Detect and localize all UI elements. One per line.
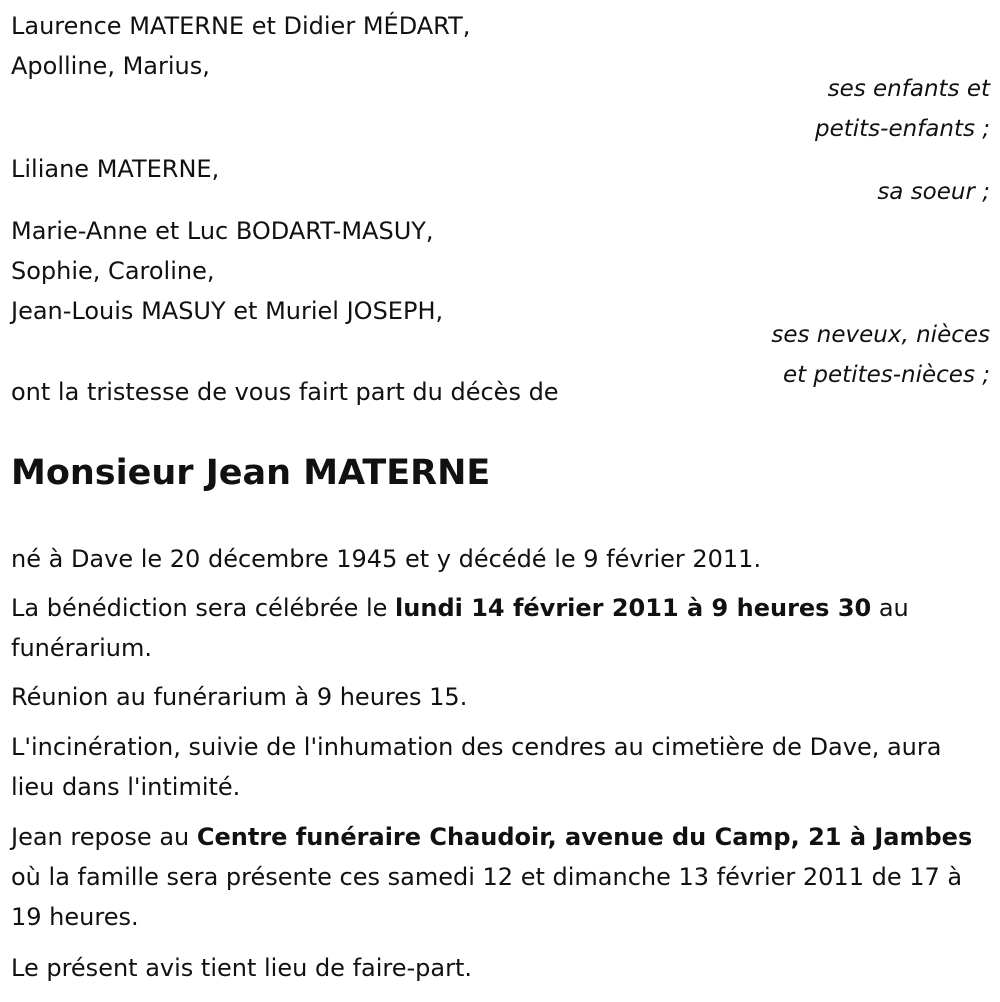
meeting-text: Réunion au funérarium à 9 heures 15. (11, 683, 468, 711)
blessing-paragraph (11, 588, 981, 668)
grandchildren-names-line: Apolline, Marius, (11, 52, 210, 80)
children-names-line1: Laurence MATERNE et Didier MÉDART, (11, 12, 471, 40)
nephews-role-line2: et petites-nièces ; (782, 362, 990, 388)
sister-name-line: Liliane MATERNE, (11, 155, 220, 183)
blessing-prefix: La bénédiction sera célébrée le (11, 594, 396, 622)
nephews-names-line1: Marie-Anne et Luc BODART-MASUY, (11, 217, 434, 245)
sister-role: sa soeur ; (877, 179, 990, 205)
deceased-name: Monsieur Jean MATERNE (11, 453, 491, 493)
nephews-names-line3: Jean-Louis MASUY et Muriel JOSEPH, (11, 297, 444, 325)
nephews-role-line1: ses neveux, nièces (771, 322, 990, 348)
cremation-paragraph: L'incinération, suivie de l'inhumation des cendres au cimetière de Dave, aura lieu dans l'intimité. (11, 733, 942, 801)
children-role-line1: ses enfants et (827, 76, 990, 102)
blessing-date-time: lundi 14 février 2011 à 9 heures 30 (395, 594, 872, 622)
repose-location: Centre funéraire Chaudoir, avenue du Camp, 21 à Jambes (196, 823, 973, 851)
repose-paragraph (11, 817, 981, 937)
announcement-text: ont la tristesse de vous fairt part du décès de (11, 378, 559, 406)
repose-prefix: Jean repose au (11, 823, 197, 851)
repose-suffix: où la famille sera présente ces samedi 12 et dimanche 13 février 2011 de 17 à 19 heures. (11, 863, 963, 931)
children-role-line2: petits-enfants ; (814, 116, 990, 142)
birth-death-text: né à Dave le 20 décembre 1945 et y décédé le 9 février 2011. (11, 545, 762, 573)
closing-text: Le présent avis tient lieu de faire-part. (11, 954, 473, 982)
nephews-names-line2: Sophie, Caroline, (11, 257, 215, 285)
blessing-suffix: au funérarium. (11, 594, 909, 662)
